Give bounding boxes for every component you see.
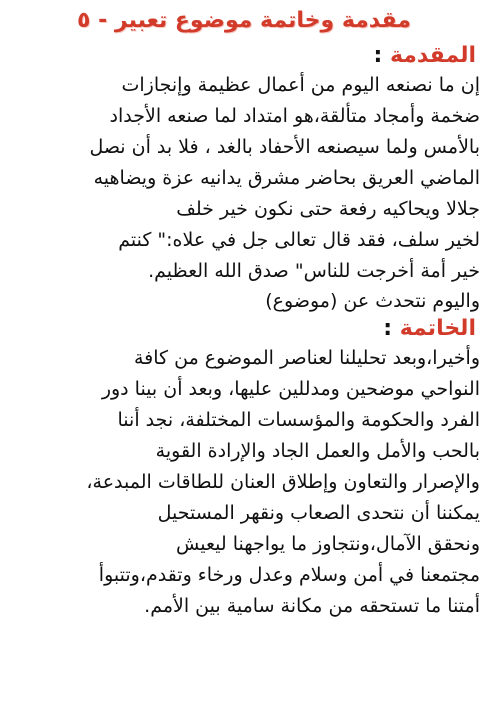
outro-line: الفرد والحكومة والمؤسسات المختلفة، نجد أننا — [117, 409, 480, 431]
outro-line: بالحب والأمل والعمل الجاد والإرادة القوية — [155, 440, 480, 462]
intro-heading-text: المقدمة — [389, 43, 476, 68]
intro-paragraph — [8, 70, 480, 287]
outro-heading-colon: : — [383, 316, 393, 341]
outro-line: أمتنا ما تستحقه من مكانة سامية بين الأمم. — [144, 595, 480, 617]
intro-heading-colon: : — [373, 43, 383, 68]
intro-line: الماضي العريق بحاضر مشرق يدانيه عزة ويضاهيه — [93, 167, 480, 189]
page-title: مقدمة وخاتمة موضوع تعبير - ٥ — [77, 8, 411, 33]
intro-heading — [8, 42, 480, 70]
outro-paragraph — [8, 343, 480, 622]
outro-line: ونحقق الآمال،ونتجاوز ما يواجهنا ليعيش — [176, 533, 480, 555]
outro-line: النواحي موضحين ومدللين عليها، وبعد أن بينا دور — [101, 378, 480, 400]
outro-heading — [8, 315, 480, 343]
intro-line: بالأمس ولما سيصنعه الأحفاد بالغد ، فلا بد أن نصل — [89, 136, 480, 158]
outro-heading-text: الخاتمة — [399, 316, 476, 341]
intro-line: ضخمة وأمجاد متألقة،هو امتداد لما صنعه الأجداد — [109, 105, 480, 127]
outro-line: يمكننا أن نتحدى الصعاب ونقهر المستحيل — [157, 502, 480, 524]
intro-line: خير أمة أخرجت للناس" صدق الله العظيم. — [148, 260, 480, 282]
outro-line: مجتمعنا في أمن وسلام وعدل ورخاء وتقدم،وتتبوأ — [98, 564, 480, 586]
intro-closing-line: واليوم نتحدث عن (موضوع) — [265, 290, 480, 312]
outro-line: وأخيرا،وبعد تحليلنا لعناصر الموضوع من كافة — [133, 347, 480, 369]
outro-line: والإصرار والتعاون وإطلاق العنان للطاقات المبدعة، — [86, 471, 480, 493]
intro-line: لخير سلف، فقد قال تعالى جل في علاه:" كنتم — [118, 229, 480, 251]
intro-line: إن ما نصنعه اليوم من أعمال عظيمة وإنجازات — [121, 74, 480, 96]
intro-line: جلالا ويحاكيه رفعة حتى نكون خير خلف — [176, 198, 480, 220]
